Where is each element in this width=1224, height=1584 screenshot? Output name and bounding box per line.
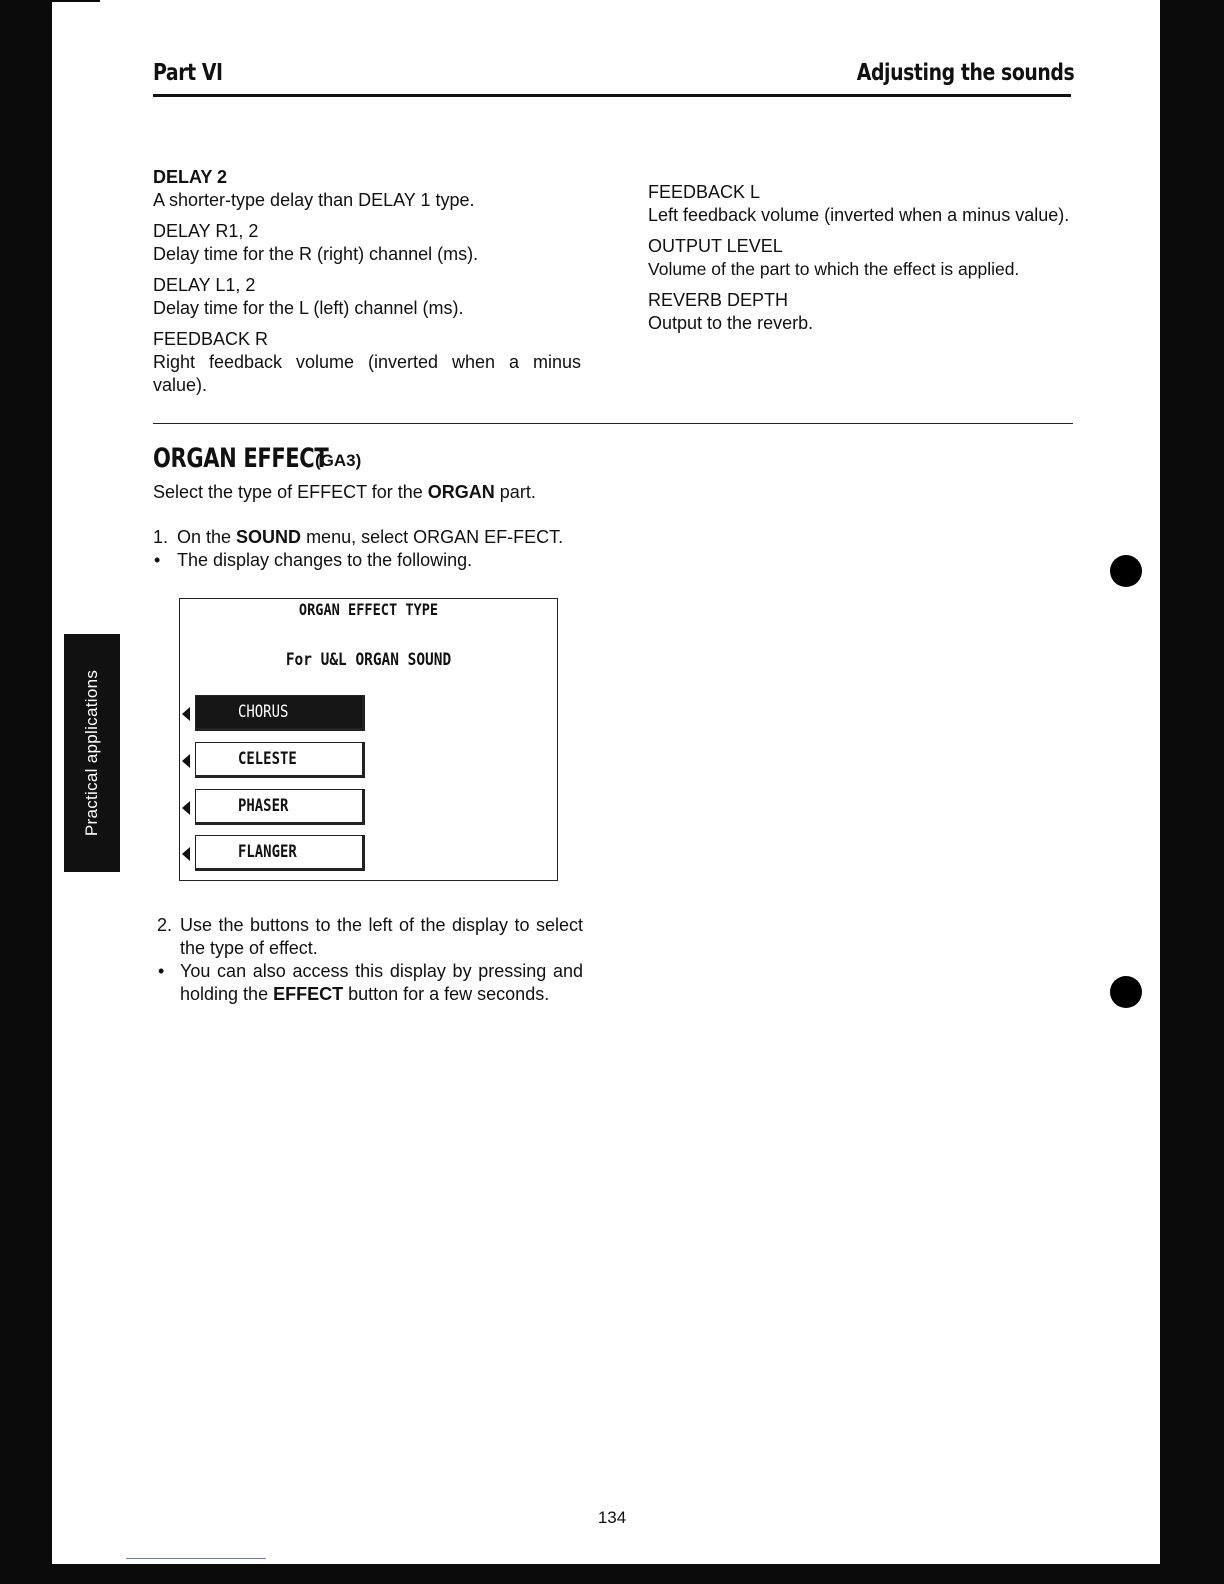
scan-border-right [1160,0,1224,1584]
option-phaser-button[interactable]: PHASER [195,789,365,825]
organ-effect-display [179,598,558,881]
binder-hole-mark [1110,555,1142,587]
display-subtitle: For U&L ORGAN SOUND [285,650,452,670]
side-tab [64,634,120,872]
left-column [153,166,581,397]
step-2 [157,914,583,1006]
scan-border-bottom [52,1564,1160,1584]
intro-bold: ORGAN [427,482,495,502]
bullet-2-text: You can also access this display by pressing and holding the EFFECT button for a few seconds. [180,961,583,1004]
footer-line [126,1558,266,1559]
desc-output-level: Volume of the part to which the effect is applied. [648,259,1020,279]
header-rule [153,94,1071,97]
section-rule [153,423,1073,424]
term-reverb-depth: REVERB DEPTH [648,290,789,310]
intro-text-end: part. [494,482,536,502]
desc-delay-l: Delay time for the L (left) channel (ms). [153,298,464,318]
step-2-text: Use the buttons to the left of the display to select the type of effect. [180,915,583,958]
term-output-level: OUTPUT LEVEL [648,236,783,256]
option-flanger-button[interactable]: FLANGER [195,835,365,871]
option-chorus[interactable] [180,695,380,735]
right-column [648,181,1073,335]
option-celeste-button[interactable]: CELESTE [195,742,365,778]
intro-text: Select the type of EFFECT for the [153,482,428,502]
left-arrow-icon [182,707,190,721]
term-delay-l: DELAY L1, 2 [153,275,256,295]
side-tab-label: Practical applications [82,669,101,837]
desc-delay-r: Delay time for the R (right) channel (ms). [153,244,479,264]
option-phaser[interactable] [180,789,380,829]
bullet-icon: • [154,550,161,570]
step-1-text: On the SOUND menu, select ORGAN EF-FECT. [177,527,564,547]
left-arrow-icon [182,801,190,815]
term-feedback-l: FEEDBACK L [648,182,761,202]
scan-border-left [0,0,52,1584]
desc-feedback-r: Right feedback volume (inverted when a minus value). [153,352,581,395]
desc-feedback-l: Left feedback volume (inverted when a minus value). [648,205,1070,225]
section-title [153,443,378,474]
section-intro [153,481,583,504]
term-delay-r: DELAY R1, 2 [153,221,259,241]
term-feedback-r: FEEDBACK R [153,329,269,349]
option-celeste[interactable] [180,742,380,782]
binder-hole-mark [1110,976,1142,1008]
desc-reverb-depth: Output to the reverb. [648,313,814,333]
header-part: Part VI [153,60,223,86]
page-number: 134 [597,1508,627,1527]
left-arrow-icon [182,847,190,861]
step-2-number: 2. [157,915,173,935]
bullet-icon: • [158,961,165,981]
step-1 [153,526,581,572]
step-1-number: 1. [153,527,169,547]
display-title: ORGAN EFFECT TYPE [298,600,439,619]
option-flanger[interactable] [180,835,380,875]
section-title-text: ORGAN EFFECT [153,443,329,474]
header-section: Adjusting the sounds [856,60,1074,86]
term-delay2: DELAY 2 [153,167,228,187]
option-chorus-button[interactable]: CHORUS [195,695,365,731]
left-arrow-icon [182,754,190,768]
scan-corner-mark [52,0,100,2]
desc-delay2: A shorter-type delay than DELAY 1 type. [153,190,475,210]
section-title-tag: (GA3) [315,451,362,470]
bullet-1-text: The display changes to the following. [177,550,473,570]
